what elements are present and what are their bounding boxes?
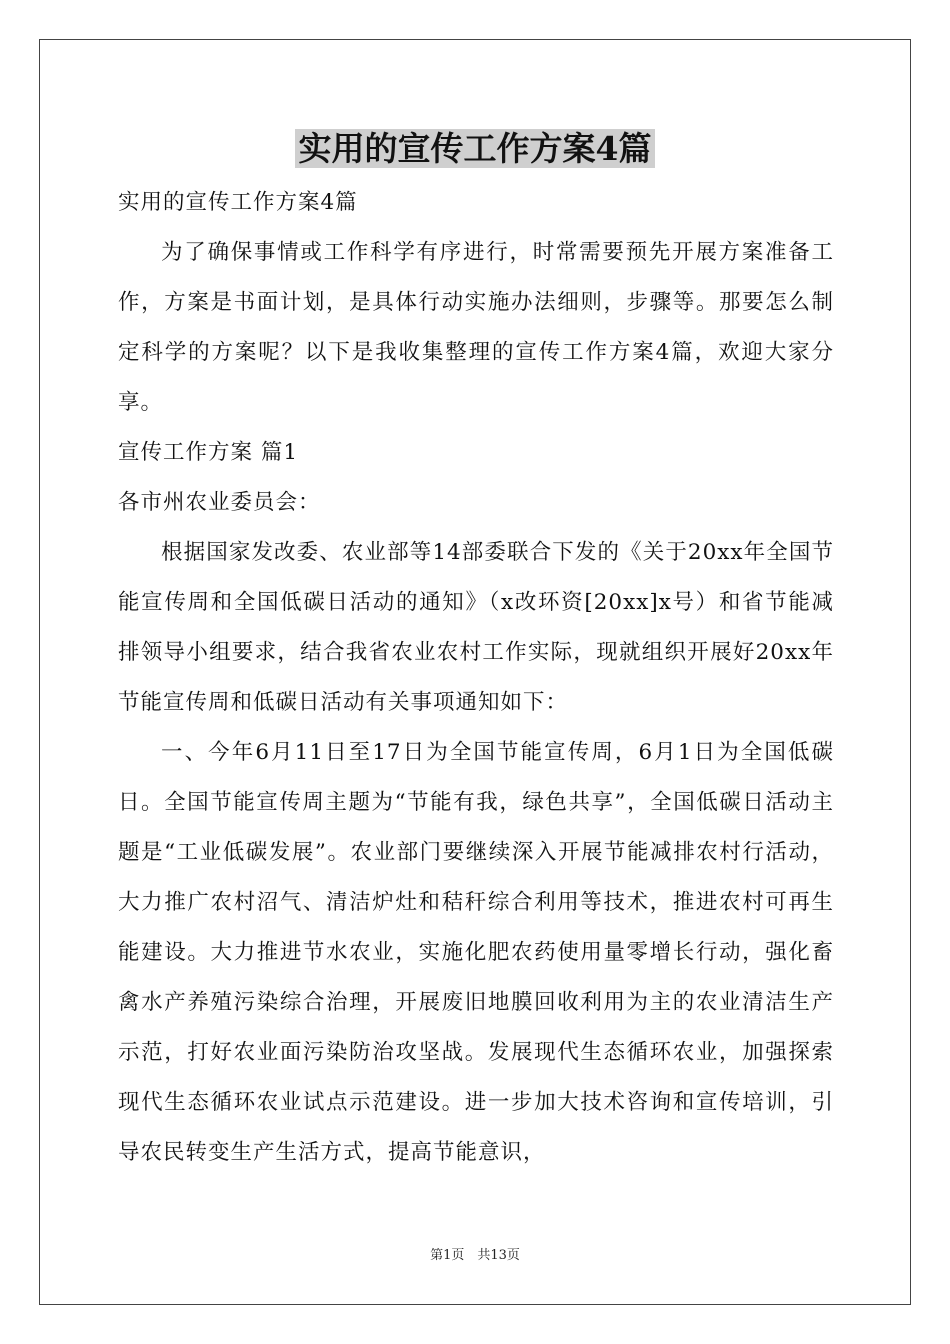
page-footer (0, 1247, 950, 1265)
paragraph-basis: 根据国家发改委、农业部等14部委联合下发的《关于20xx年全国节能宣传周和全国低碳日活动的通知》（x改环资[20xx]x号）和省节能减排领导小组要求，结合我省农业农村工作实际，现就组织开展好20xx年节能宣传周和低碳日活动有关事项通知如下： (118, 540, 834, 715)
paragraph-subtitle: 实用的宣传工作方案4篇 (118, 190, 358, 215)
paragraph-salutation: 各市州农业委员会： (118, 490, 321, 515)
page-number: 第1页 共13页 (430, 1248, 520, 1263)
document-body (118, 178, 834, 1178)
paragraph-intro: 为了确保事情或工作科学有序进行，时常需要预先开展方案准备工作，方案是书面计划，是具体行动实施办法细则，步骤等。那要怎么制定科学的方案呢？以下是我收集整理的宣传工作方案4篇，欢迎大家分享。 (118, 240, 834, 415)
section-heading: 宣传工作方案 篇1 (118, 440, 299, 465)
document-title (0, 126, 950, 172)
paragraph-item-one: 一、今年6月11日至17日为全国节能宣传周，6月1日为全国低碳日。全国节能宣传周主题为“节能有我，绿色共享”，全国低碳日活动主题是“工业低碳发展”。农业部门要继续深入开展节能减排农村行活动，大力推广农村沼气、清洁炉灶和秸秆综合利用等技术，推进农村可再生能建设。大力推进节水农业，实施化肥农药使用量零增长行动，强化畜禽水产养殖污染综合治理，开展废旧地膜回收利用为主的农业清洁生产示范，打好农业面污染防治攻坚战。发展现代生态循环农业，加强探索现代生态循环农业试点示范建设。进一步加大技术咨询和宣传培训，引导农民转变生产生活方式，提高节能意识， (118, 740, 834, 1165)
document-title-text: 实用的宣传工作方案4篇 (295, 129, 656, 168)
